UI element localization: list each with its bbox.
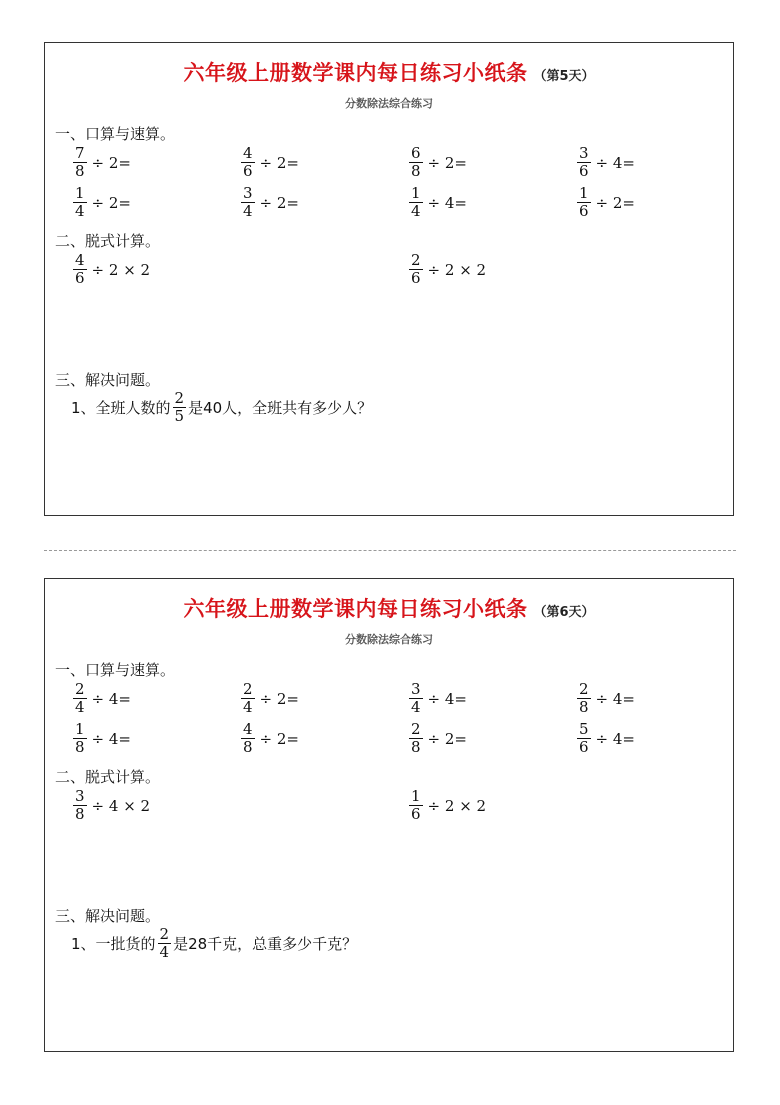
operation: ÷ 2= xyxy=(427,729,467,748)
denominator: 4 xyxy=(75,698,85,716)
fraction xyxy=(173,391,187,424)
problem-text-before: 1、一批货的 xyxy=(71,935,156,953)
denominator: 4 xyxy=(243,202,253,220)
card-header xyxy=(45,593,733,623)
denominator: 6 xyxy=(579,202,589,220)
denominator: 6 xyxy=(579,738,589,756)
operation: ÷ 4= xyxy=(427,689,467,708)
fraction xyxy=(73,722,87,755)
practice-card-day5 xyxy=(44,42,734,516)
fraction xyxy=(73,682,87,715)
denominator: 6 xyxy=(579,162,589,180)
oral-problem xyxy=(577,722,635,755)
fraction xyxy=(577,682,591,715)
operation: ÷ 2 × 2 xyxy=(91,260,151,279)
denominator: 4 xyxy=(411,202,421,220)
fraction xyxy=(409,186,423,219)
operation: ÷ 2 × 2 xyxy=(427,796,487,815)
denominator: 6 xyxy=(243,162,253,180)
oral-problem xyxy=(409,146,467,179)
oral-problem xyxy=(241,722,299,755)
denominator: 8 xyxy=(579,698,589,716)
practice-card-day6 xyxy=(44,578,734,1052)
operation: ÷ 2= xyxy=(427,153,467,172)
oral-problem xyxy=(577,146,635,179)
denominator: 6 xyxy=(411,805,421,823)
denominator: 5 xyxy=(174,407,185,425)
step-problem xyxy=(73,789,150,822)
numerator: 5 xyxy=(579,720,589,738)
denominator: 8 xyxy=(75,738,85,756)
oral-problem xyxy=(73,186,131,219)
numerator: 2 xyxy=(159,925,170,943)
section-oral-heading: 一、口算与速算。 xyxy=(55,661,176,679)
oral-problem xyxy=(577,186,635,219)
denominator: 8 xyxy=(411,162,421,180)
problem-text-after: 是40人，全班共有多少人？ xyxy=(188,399,373,417)
numerator: 2 xyxy=(174,389,185,407)
fraction xyxy=(241,682,255,715)
numerator: 2 xyxy=(579,680,589,698)
numerator: 1 xyxy=(579,184,589,202)
oral-problem xyxy=(241,146,299,179)
denominator: 4 xyxy=(411,698,421,716)
fraction xyxy=(409,722,423,755)
fraction xyxy=(158,927,172,960)
fraction xyxy=(241,186,255,219)
denominator: 6 xyxy=(75,269,85,287)
fraction xyxy=(73,146,87,179)
problem-text-after: 是28千克，总重多少千克？ xyxy=(173,935,358,953)
denominator: 8 xyxy=(75,805,85,823)
oral-problem xyxy=(73,146,131,179)
fraction xyxy=(73,789,87,822)
numerator: 3 xyxy=(579,144,589,162)
section-step-heading: 二、脱式计算。 xyxy=(55,768,161,786)
numerator: 1 xyxy=(75,720,85,738)
operation: ÷ 2= xyxy=(595,193,635,212)
denominator: 8 xyxy=(411,738,421,756)
denominator: 4 xyxy=(159,943,170,961)
card-header xyxy=(45,57,733,87)
fraction xyxy=(409,682,423,715)
denominator: 6 xyxy=(411,269,421,287)
numerator: 1 xyxy=(411,184,421,202)
fraction xyxy=(241,146,255,179)
operation: ÷ 2= xyxy=(91,153,131,172)
day-label: （第6天） xyxy=(533,605,595,620)
oral-problem xyxy=(409,722,467,755)
numerator: 3 xyxy=(243,184,253,202)
section-step-heading: 二、脱式计算。 xyxy=(55,232,161,250)
denominator: 4 xyxy=(243,698,253,716)
operation: ÷ 4= xyxy=(91,689,131,708)
card-title: 六年级上册数学课内每日练习小纸条 xyxy=(183,61,528,85)
fraction xyxy=(73,186,87,219)
problem-text-before: 1、全班人数的 xyxy=(71,399,171,417)
day-label: （第5天） xyxy=(533,69,595,84)
oral-problem xyxy=(73,722,131,755)
operation: ÷ 4= xyxy=(595,689,635,708)
operation: ÷ 2= xyxy=(259,689,299,708)
numerator: 6 xyxy=(411,144,421,162)
fraction xyxy=(577,146,591,179)
oral-problem xyxy=(241,682,299,715)
operation: ÷ 4 × 2 xyxy=(91,796,151,815)
fraction xyxy=(577,186,591,219)
word-problem xyxy=(71,391,372,424)
card-subtitle: 分数除法综合练习 xyxy=(345,97,433,110)
oral-problem xyxy=(577,682,635,715)
operation: ÷ 2 × 2 xyxy=(427,260,487,279)
numerator: 4 xyxy=(243,720,253,738)
numerator: 1 xyxy=(75,184,85,202)
operation: ÷ 4= xyxy=(91,729,131,748)
word-problem xyxy=(71,927,357,960)
oral-problem xyxy=(409,186,467,219)
numerator: 3 xyxy=(75,787,85,805)
oral-problem xyxy=(241,186,299,219)
cut-line-divider xyxy=(44,550,736,551)
operation: ÷ 4= xyxy=(595,153,635,172)
step-problem xyxy=(409,789,486,822)
numerator: 1 xyxy=(411,787,421,805)
operation: ÷ 4= xyxy=(595,729,635,748)
section-word-heading: 三、解决问题。 xyxy=(55,907,161,925)
section-word-heading: 三、解决问题。 xyxy=(55,371,161,389)
step-problem xyxy=(409,253,486,286)
fraction xyxy=(409,253,423,286)
oral-problem xyxy=(409,682,467,715)
operation: ÷ 2= xyxy=(259,193,299,212)
numerator: 2 xyxy=(411,720,421,738)
fraction xyxy=(241,722,255,755)
step-problem xyxy=(73,253,150,286)
fraction xyxy=(409,146,423,179)
fraction xyxy=(577,722,591,755)
operation: ÷ 2= xyxy=(259,153,299,172)
fraction xyxy=(73,253,87,286)
denominator: 4 xyxy=(75,202,85,220)
denominator: 8 xyxy=(75,162,85,180)
numerator: 2 xyxy=(411,251,421,269)
operation: ÷ 2= xyxy=(91,193,131,212)
numerator: 2 xyxy=(75,680,85,698)
card-subtitle: 分数除法综合练习 xyxy=(345,633,433,646)
oral-problem xyxy=(73,682,131,715)
numerator: 7 xyxy=(75,144,85,162)
card-title: 六年级上册数学课内每日练习小纸条 xyxy=(183,597,528,621)
numerator: 4 xyxy=(75,251,85,269)
numerator: 2 xyxy=(243,680,253,698)
numerator: 3 xyxy=(411,680,421,698)
numerator: 4 xyxy=(243,144,253,162)
denominator: 8 xyxy=(243,738,253,756)
section-oral-heading: 一、口算与速算。 xyxy=(55,125,176,143)
operation: ÷ 2= xyxy=(259,729,299,748)
operation: ÷ 4= xyxy=(427,193,467,212)
fraction xyxy=(409,789,423,822)
